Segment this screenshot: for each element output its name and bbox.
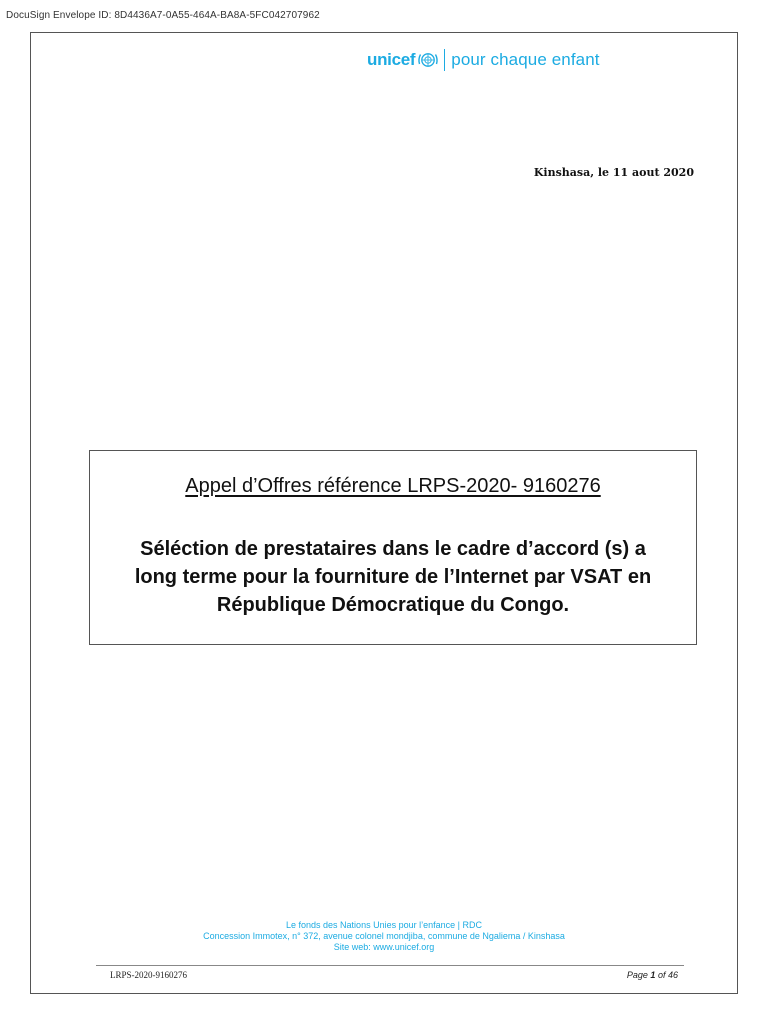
unicef-logo (367, 48, 600, 72)
tender-reference (90, 475, 696, 498)
page-current: 1 (650, 970, 656, 980)
tender-subject-line: Séléction de prestataires dans le cadre d’accord (s) a (140, 538, 646, 560)
unicef-emblem-icon (417, 51, 439, 69)
tender-reference-text: Appel d’Offres référence LRPS-2020- 9160276 (185, 475, 601, 497)
footer-document-reference: LRPS-2020-9160276 (110, 970, 188, 980)
tender-subject-line: long terme pour la fourniture de l’Internet par VSAT en (134, 566, 652, 588)
logo-tagline: pour chaque enfant (451, 50, 600, 69)
tender-subject (96, 535, 690, 619)
page-number (627, 970, 678, 980)
docusign-envelope-id: DocuSign Envelope ID: 8D4436A7-0A55-464A-BA8A-5FC042707962 (6, 10, 320, 21)
logo-divider (444, 49, 445, 71)
page-of: of (657, 970, 666, 980)
page-prefix: Page (626, 970, 648, 980)
footer-org-name: Le fonds des Nations Unies pour l’enfance | RDC (286, 920, 482, 930)
tender-subject-line: République Démocratique du Congo. (216, 594, 570, 616)
logo-wordmark: unicef (367, 50, 416, 69)
footer-org-website: Site web: www.unicef.org (333, 942, 435, 952)
place-date: Kinshasa, le 11 aout 2020 (533, 166, 694, 179)
footer-org-address: Concession Immotex, n° 372, avenue colonel mondjiba, commune de Ngaliema / Kinshasa (203, 931, 565, 941)
footer-organization (30, 920, 738, 953)
page-total: 46 (667, 970, 678, 980)
title-box (89, 450, 697, 645)
footer-divider (96, 965, 684, 966)
